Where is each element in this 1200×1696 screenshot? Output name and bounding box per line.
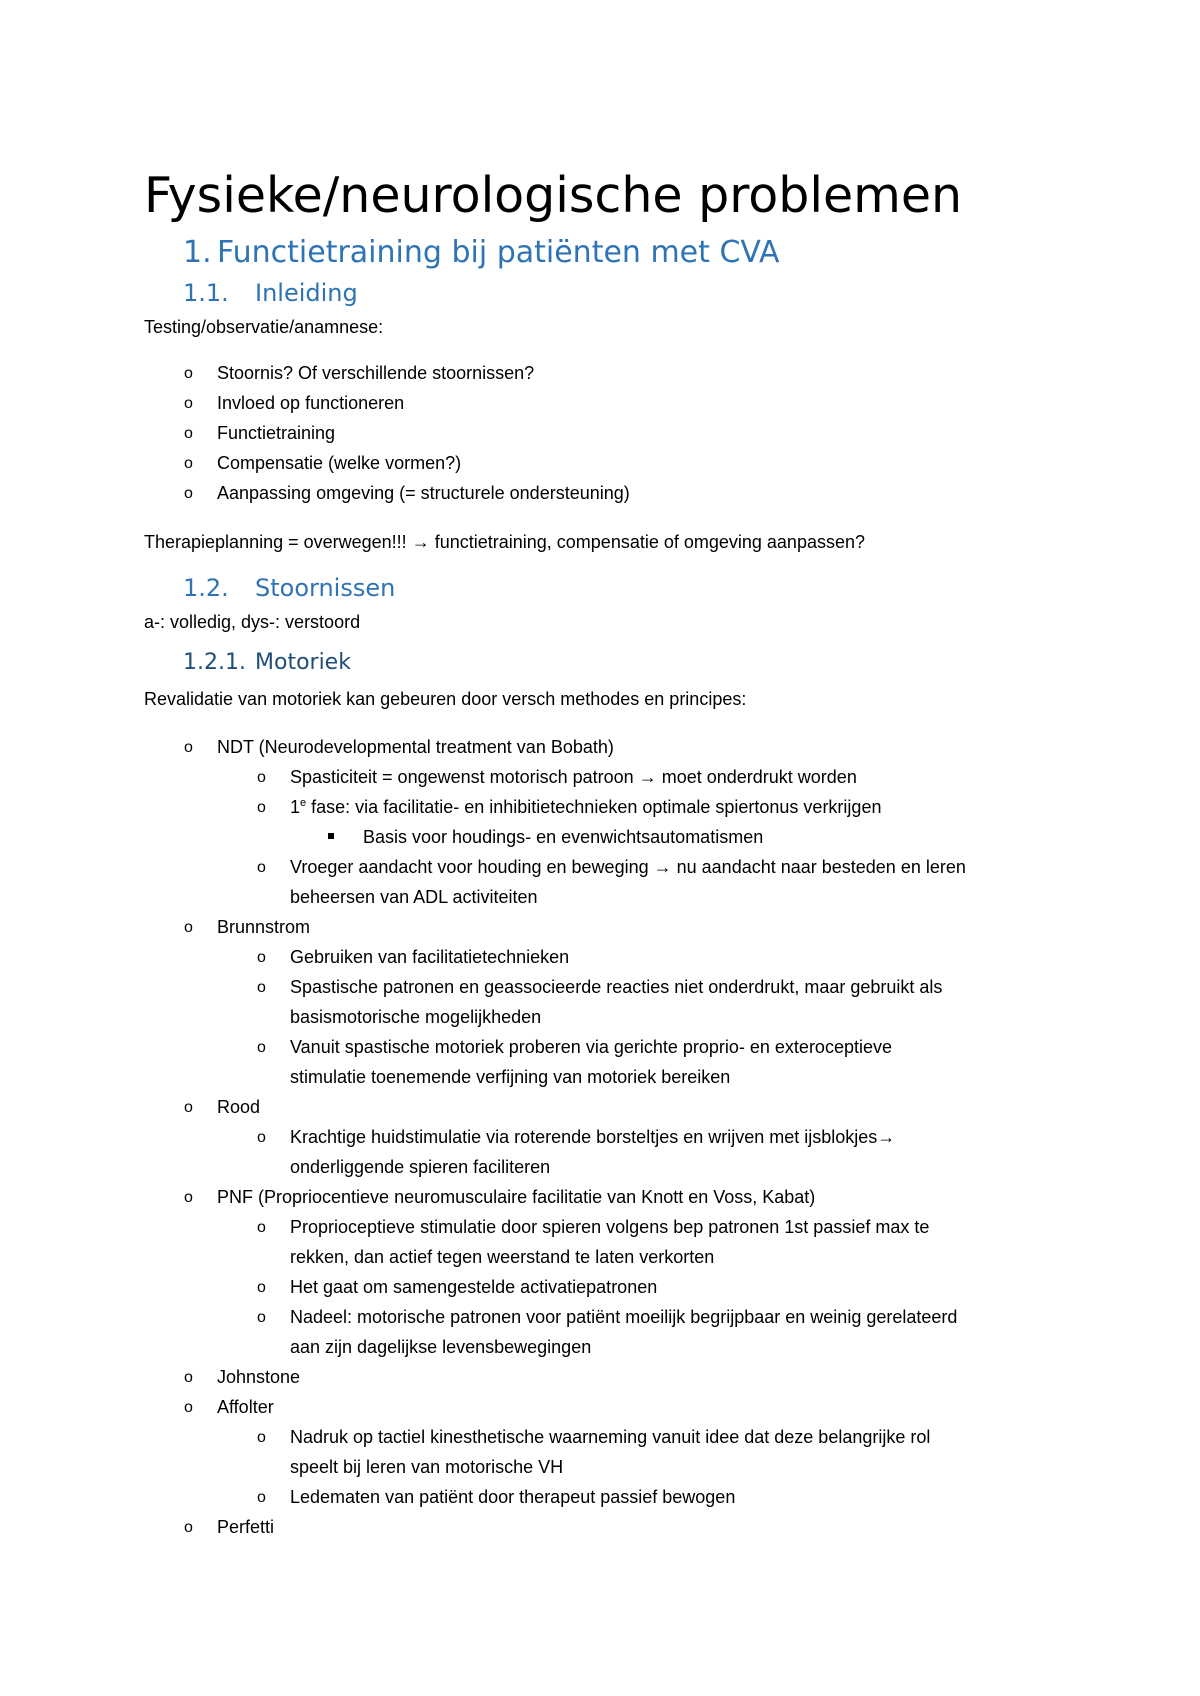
list-item xyxy=(290,796,881,818)
list-item xyxy=(290,1126,895,1148)
therapy-text-a: Therapieplanning = overwegen!!! xyxy=(144,532,407,552)
method-rood: Rood xyxy=(217,1097,261,1117)
text-part: fase: via facilitatie- en inhibitietechnieken optimale spiertonus verkrijgen xyxy=(311,797,882,817)
bullet-marker: o xyxy=(257,1489,266,1506)
list-item-continuation: stimulatie toenemende verfijning van motoriek bereiken xyxy=(290,1067,731,1087)
list-item-continuation: onderliggende spieren faciliteren xyxy=(290,1157,551,1177)
bullet-marker: o xyxy=(257,979,266,996)
therapy-text-b: functietraining, compensatie of omgeving aanpassen? xyxy=(434,532,865,552)
superscript: e xyxy=(300,797,307,809)
intro-text: Testing/observatie/anamnese: xyxy=(144,317,384,337)
square-bullet-icon xyxy=(328,833,334,839)
list-item: Aanpassing omgeving (= structurele ondersteuning) xyxy=(217,483,630,503)
definition-text: a-: volledig, dys-: verstoord xyxy=(144,612,361,632)
bullet-marker: o xyxy=(257,1129,266,1146)
list-item: Compensatie (welke vormen?) xyxy=(217,453,462,473)
bullet-marker: o xyxy=(184,1189,193,1206)
list-item: Nadruk op tactiel kinesthetische waarneming vanuit idee dat deze belangrijke rol xyxy=(290,1427,931,1447)
bullet-marker: o xyxy=(184,425,193,442)
heading-1-1 xyxy=(183,278,358,308)
heading-1-2-1-number: 1.2.1. xyxy=(183,650,246,675)
list-item-continuation: aan zijn dagelijkse levensbewegingen xyxy=(290,1337,592,1357)
method-affolter: Affolter xyxy=(217,1397,274,1417)
text-part: moet onderdrukt worden xyxy=(661,767,857,787)
bullet-marker: o xyxy=(257,1219,266,1236)
list-item: Basis voor houdings- en evenwichtsautomatismen xyxy=(363,827,764,847)
motoriek-intro: Revalidatie van motoriek kan gebeuren door versch methodes en principes: xyxy=(144,689,747,709)
list-item: Proprioceptieve stimulatie door spieren volgens bep patronen 1st passief max te xyxy=(290,1217,930,1237)
list-item: Stoornis? Of verschillende stoornissen? xyxy=(217,363,535,383)
bullet-marker: o xyxy=(257,799,266,816)
list-item-continuation: speelt bij leren van motorische VH xyxy=(290,1457,564,1477)
bullet-marker: o xyxy=(184,739,193,756)
heading-1 xyxy=(183,235,780,271)
arrow-icon: → xyxy=(638,767,657,787)
document-title: Fysieke/neurologische problemen xyxy=(144,167,963,224)
arrow-icon: → xyxy=(877,1127,896,1147)
list-item: Invloed op functioneren xyxy=(217,393,405,413)
text-part: Krachtige huidstimulatie via roterende borsteltjes en wrijven met ijsblokjes xyxy=(290,1127,878,1147)
bullet-marker: o xyxy=(257,769,266,786)
bullet-marker: o xyxy=(184,455,193,472)
method-ndt: NDT (Neurodevelopmental treatment van Bobath) xyxy=(217,737,614,757)
bullet-marker: o xyxy=(257,1039,266,1056)
list-item: Nadeel: motorische patronen voor patiënt moeilijk begrijpbaar en weinig gerelateerd xyxy=(290,1307,958,1327)
list-item: Functietraining xyxy=(217,423,336,443)
bullet-marker: o xyxy=(184,1519,193,1536)
list-item xyxy=(290,856,966,878)
method-johnstone: Johnstone xyxy=(217,1367,301,1387)
heading-1-number: 1. xyxy=(183,235,212,270)
text-part: Vroeger aandacht voor houding en beweging xyxy=(290,857,649,877)
heading-1-title: Functietraining bij patiënten met CVA xyxy=(217,235,780,270)
text-part: 1 xyxy=(290,797,301,817)
list-item: Het gaat om samengestelde activatiepatronen xyxy=(290,1277,658,1297)
bullet-marker: o xyxy=(184,485,193,502)
list-item: Spastische patronen en geassocieerde reacties niet onderdrukt, maar gebruikt als xyxy=(290,977,943,997)
bullet-marker: o xyxy=(184,1369,193,1386)
bullet-marker: o xyxy=(184,395,193,412)
bullet-marker: o xyxy=(184,1099,193,1116)
bullet-marker: o xyxy=(257,949,266,966)
arrow-icon: → xyxy=(653,857,672,877)
list-item-continuation: basismotorische mogelijkheden xyxy=(290,1007,542,1027)
text-part: Spasticiteit = ongewenst motorisch patroon xyxy=(290,767,634,787)
list-item: Vanuit spastische motoriek proberen via gerichte proprio- en exteroceptieve xyxy=(290,1037,892,1057)
bullet-marker: o xyxy=(257,859,266,876)
text-part: nu aandacht naar besteden en leren xyxy=(676,857,966,877)
bullet-marker: o xyxy=(184,919,193,936)
list-item-continuation: rekken, dan actief tegen weerstand te laten verkorten xyxy=(290,1247,715,1267)
method-brunnstrom: Brunnstrom xyxy=(217,917,311,937)
heading-1-2-title: Stoornissen xyxy=(255,574,396,602)
heading-1-2-number: 1.2. xyxy=(183,574,229,602)
heading-1-2-1-title: Motoriek xyxy=(255,650,351,675)
list-item: Gebruiken van facilitatietechnieken xyxy=(290,947,570,967)
bullet-marker: o xyxy=(257,1429,266,1446)
heading-1-2 xyxy=(183,573,395,603)
heading-1-2-1 xyxy=(183,649,351,677)
bullet-marker: o xyxy=(184,365,193,382)
method-perfetti: Perfetti xyxy=(217,1517,275,1537)
bullet-marker: o xyxy=(257,1279,266,1296)
list-item-continuation: beheersen van ADL activiteiten xyxy=(290,887,538,907)
heading-1-1-title: Inleiding xyxy=(255,279,358,307)
therapy-planning-text xyxy=(144,531,865,553)
list-item xyxy=(290,766,857,788)
list-item: Ledematen van patiënt door therapeut passief bewogen xyxy=(290,1487,736,1507)
bullet-marker: o xyxy=(257,1309,266,1326)
heading-1-1-number: 1.1. xyxy=(183,279,229,307)
method-pnf: PNF (Propriocentieve neuromusculaire facilitatie van Knott en Voss, Kabat) xyxy=(217,1187,816,1207)
bullet-marker: o xyxy=(184,1399,193,1416)
arrow-icon: → xyxy=(411,532,430,552)
